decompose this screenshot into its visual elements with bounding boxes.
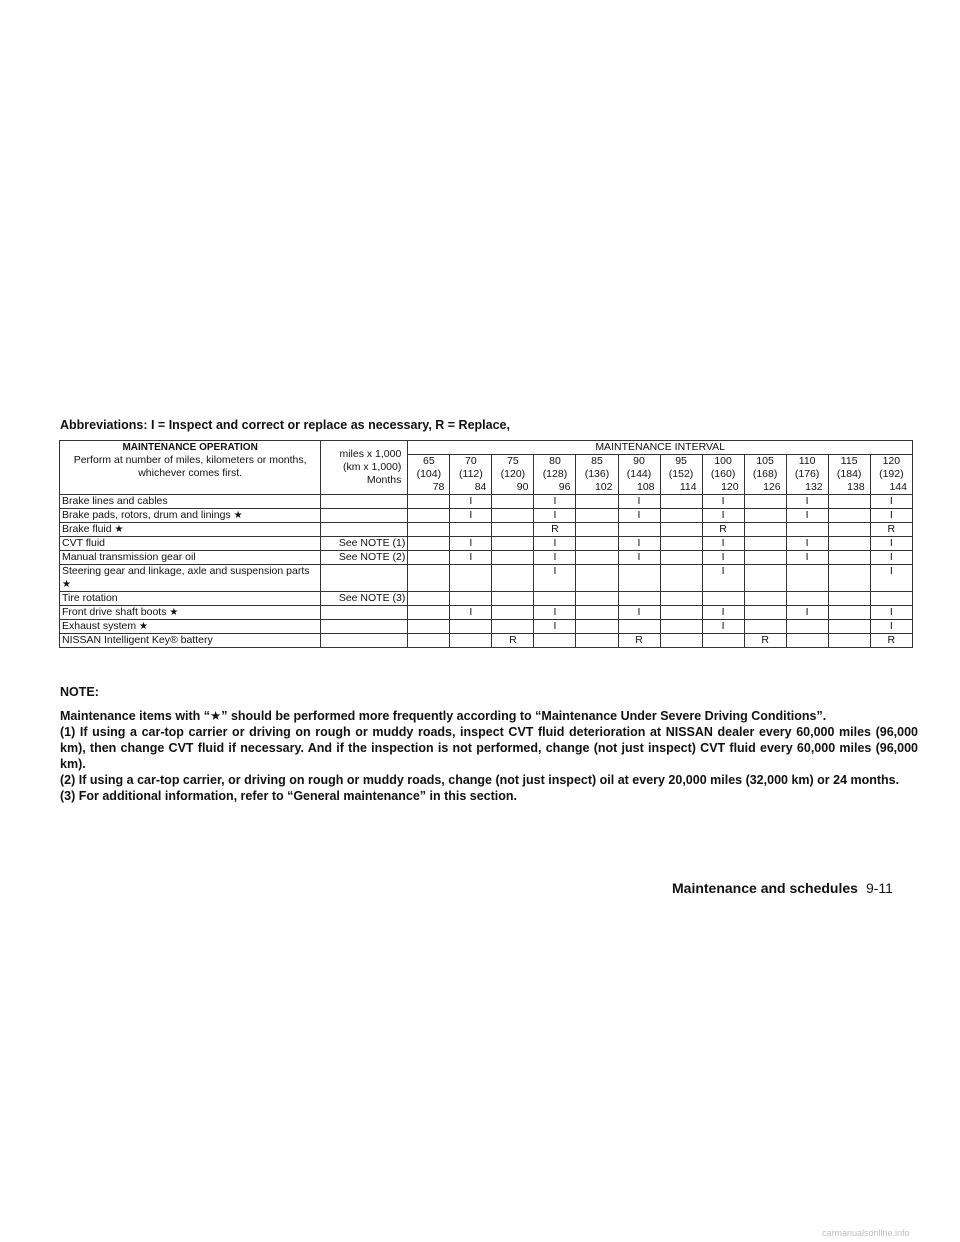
schedule-cell: I xyxy=(534,537,576,551)
schedule-cell: I xyxy=(450,606,492,620)
schedule-cell: I xyxy=(618,606,660,620)
schedule-cell xyxy=(744,565,786,592)
schedule-cell xyxy=(534,634,576,648)
schedule-cell xyxy=(492,495,534,509)
operation-name xyxy=(60,620,321,634)
schedule-cell: I xyxy=(870,537,912,551)
schedule-cell xyxy=(870,592,912,606)
operation-note xyxy=(321,620,408,634)
schedule-cell: R xyxy=(618,634,660,648)
schedule-cell: I xyxy=(786,606,828,620)
watermark: carmanualsonline.info xyxy=(822,1228,910,1238)
schedule-cell xyxy=(408,523,450,537)
operation-label: NISSAN Intelligent Key® battery xyxy=(62,634,213,646)
interval-miles: 75 xyxy=(507,455,519,467)
note-line: (2) If using a car-top carrier, or driving on rough or muddy roads, change (not just inspect) oil at every 20,000 miles (32,000 km) or 24 months. xyxy=(60,773,900,787)
page-footer xyxy=(672,880,893,896)
schedule-cell xyxy=(492,537,534,551)
interval-km: (152) xyxy=(668,468,694,480)
schedule-cell xyxy=(492,620,534,634)
schedule-cell xyxy=(408,634,450,648)
schedule-cell: I xyxy=(702,537,744,551)
schedule-cell: I xyxy=(618,495,660,509)
operation-note xyxy=(321,565,408,592)
operations-body xyxy=(60,495,913,648)
interval-km: (136) xyxy=(584,468,610,480)
interval-cell xyxy=(870,455,912,495)
schedule-cell: I xyxy=(870,509,912,523)
interval-cell xyxy=(618,455,660,495)
interval-months: 108 xyxy=(637,481,655,493)
schedule-cell: R xyxy=(702,523,744,537)
footer-section-title: Maintenance and schedules xyxy=(672,880,858,896)
star-icon: ★ xyxy=(62,579,71,590)
interval-miles: 85 xyxy=(591,455,603,467)
table-row xyxy=(60,523,913,537)
operation-name xyxy=(60,606,321,620)
schedule-cell: I xyxy=(534,509,576,523)
schedule-cell xyxy=(744,537,786,551)
interval-miles: 80 xyxy=(549,455,561,467)
operation-note: See NOTE (1) xyxy=(321,537,408,551)
operation-label: Brake fluid xyxy=(62,523,112,535)
schedule-cell xyxy=(576,523,618,537)
operation-label: Tire rotation xyxy=(62,592,118,604)
interval-miles: 110 xyxy=(798,455,816,467)
schedule-cell xyxy=(828,565,870,592)
schedule-cell: R xyxy=(534,523,576,537)
table-row xyxy=(60,551,913,565)
schedule-cell xyxy=(744,495,786,509)
table-row xyxy=(60,620,913,634)
schedule-cell xyxy=(492,606,534,620)
schedule-cell xyxy=(660,634,702,648)
schedule-cell xyxy=(660,495,702,509)
unit-miles: miles x 1,000 xyxy=(339,448,402,460)
schedule-cell xyxy=(744,523,786,537)
schedule-cell xyxy=(786,592,828,606)
interval-cell xyxy=(744,455,786,495)
schedule-cell xyxy=(660,565,702,592)
schedule-cell xyxy=(576,620,618,634)
operation-name xyxy=(60,495,321,509)
interval-miles: 90 xyxy=(633,455,645,467)
operation-label: Front drive shaft boots xyxy=(62,606,167,618)
schedule-cell: I xyxy=(450,509,492,523)
schedule-cell: I xyxy=(534,606,576,620)
operation-note xyxy=(321,495,408,509)
schedule-cell: I xyxy=(702,620,744,634)
schedule-cell xyxy=(786,523,828,537)
operation-label: Brake lines and cables xyxy=(62,495,168,507)
note-line: (3) For additional information, refer to “General maintenance” in this section. xyxy=(60,789,518,803)
interval-cell xyxy=(828,455,870,495)
operation-note xyxy=(321,509,408,523)
interval-miles: 120 xyxy=(882,455,901,467)
schedule-cell: I xyxy=(618,509,660,523)
schedule-cell xyxy=(576,551,618,565)
interval-miles: 105 xyxy=(756,455,774,467)
table-row xyxy=(60,537,913,551)
schedule-cell xyxy=(576,495,618,509)
schedule-cell: I xyxy=(786,551,828,565)
interval-miles: 115 xyxy=(840,455,858,467)
interval-km: (160) xyxy=(710,468,736,480)
interval-cell xyxy=(660,455,702,495)
schedule-cell xyxy=(450,620,492,634)
schedule-cell xyxy=(702,592,744,606)
schedule-cell xyxy=(828,620,870,634)
schedule-cell: I xyxy=(702,565,744,592)
schedule-cell xyxy=(660,551,702,565)
table-row xyxy=(60,592,913,606)
schedule-cell xyxy=(576,592,618,606)
note-line: Maintenance items with “★” should be performed more frequently according to “Maintenance Under Severe Driving Conditions”. xyxy=(60,709,827,723)
notes-heading: NOTE: xyxy=(60,685,99,699)
schedule-cell xyxy=(744,509,786,523)
operation-label: Brake pads, rotors, drum and linings xyxy=(62,509,231,521)
schedule-cell xyxy=(828,551,870,565)
schedule-cell: I xyxy=(618,537,660,551)
interval-miles: 100 xyxy=(714,455,732,467)
interval-months: 84 xyxy=(474,481,487,493)
schedule-cell: I xyxy=(702,495,744,509)
interval-cell xyxy=(492,455,534,495)
interval-header: MAINTENANCE INTERVAL xyxy=(408,441,913,455)
schedule-cell xyxy=(660,592,702,606)
interval-km: (192) xyxy=(879,468,904,480)
table-row xyxy=(60,495,913,509)
schedule-cell xyxy=(618,592,660,606)
schedule-cell xyxy=(618,565,660,592)
schedule-cell xyxy=(408,620,450,634)
unit-months: Months xyxy=(366,474,402,486)
schedule-cell: I xyxy=(702,551,744,565)
operation-name xyxy=(60,551,321,565)
schedule-cell xyxy=(576,634,618,648)
schedule-cell xyxy=(450,565,492,592)
schedule-cell: I xyxy=(534,620,576,634)
schedule-cell xyxy=(660,606,702,620)
note-line: (1) If using a car-top carrier or driving on rough or muddy roads, inspect CVT fluid deterioration at NISSAN dealer every 60,000 miles (96,000 km), then change CVT fluid if necessary. And if the inspection is not performed, change (not just inspect) CVT fluid every 60,000 miles (96,000 km). xyxy=(60,725,918,771)
interval-miles: 65 xyxy=(423,455,435,467)
schedule-cell xyxy=(576,509,618,523)
operation-header-title: MAINTENANCE OPERATION xyxy=(122,442,258,453)
schedule-cell xyxy=(828,606,870,620)
schedule-cell: I xyxy=(786,537,828,551)
schedule-cell: R xyxy=(744,634,786,648)
schedule-cell: I xyxy=(870,620,912,634)
schedule-cell xyxy=(534,592,576,606)
interval-cell xyxy=(408,455,450,495)
schedule-cell xyxy=(660,620,702,634)
schedule-cell xyxy=(828,537,870,551)
schedule-cell: I xyxy=(870,606,912,620)
star-icon: ★ xyxy=(169,607,179,618)
interval-cell xyxy=(702,455,744,495)
schedule-cell: I xyxy=(786,509,828,523)
interval-months: 78 xyxy=(432,481,445,493)
operation-name xyxy=(60,509,321,523)
schedule-cell xyxy=(828,592,870,606)
schedule-cell: I xyxy=(450,495,492,509)
schedule-cell xyxy=(828,634,870,648)
operation-note xyxy=(321,523,408,537)
schedule-cell: I xyxy=(534,551,576,565)
notes-section xyxy=(60,684,918,804)
interval-km: (104) xyxy=(416,468,442,480)
schedule-cell xyxy=(576,606,618,620)
interval-km: (112) xyxy=(459,468,483,480)
table-row xyxy=(60,606,913,620)
schedule-cell xyxy=(828,509,870,523)
operation-header-subtitle: Perform at number of miles, kilometers or months, whichever comes first. xyxy=(73,454,307,479)
interval-cell xyxy=(786,455,828,495)
interval-cell xyxy=(450,455,492,495)
interval-km: (168) xyxy=(752,468,778,480)
operation-name xyxy=(60,565,321,592)
schedule-cell xyxy=(576,565,618,592)
schedule-cell xyxy=(492,565,534,592)
operation-label: Manual transmission gear oil xyxy=(62,551,196,563)
operation-label: CVT fluid xyxy=(62,537,105,549)
schedule-cell xyxy=(744,606,786,620)
schedule-cell: R xyxy=(492,634,534,648)
schedule-cell xyxy=(408,606,450,620)
schedule-cell: I xyxy=(702,606,744,620)
schedule-cell xyxy=(744,620,786,634)
star-icon: ★ xyxy=(139,621,149,632)
schedule-cell: I xyxy=(450,537,492,551)
operation-name xyxy=(60,592,321,606)
table-row xyxy=(60,509,913,523)
interval-months: 96 xyxy=(558,481,571,493)
schedule-cell: I xyxy=(870,551,912,565)
schedule-cell xyxy=(660,537,702,551)
star-icon: ★ xyxy=(233,510,243,521)
operation-name xyxy=(60,537,321,551)
schedule-cell xyxy=(492,592,534,606)
unit-header xyxy=(321,441,408,495)
schedule-cell xyxy=(828,495,870,509)
table-row xyxy=(60,565,913,592)
operation-note xyxy=(321,634,408,648)
maintenance-schedule-table xyxy=(59,440,913,648)
schedule-cell xyxy=(660,509,702,523)
schedule-cell xyxy=(408,495,450,509)
schedule-cell xyxy=(786,620,828,634)
schedule-cell xyxy=(408,537,450,551)
schedule-cell xyxy=(618,620,660,634)
schedule-cell: I xyxy=(450,551,492,565)
schedule-cell: I xyxy=(870,495,912,509)
interval-months: 102 xyxy=(594,481,613,493)
interval-km: (120) xyxy=(500,468,526,480)
schedule-cell xyxy=(408,509,450,523)
schedule-cell xyxy=(450,634,492,648)
operation-name xyxy=(60,634,321,648)
schedule-cell: I xyxy=(534,495,576,509)
operation-note xyxy=(321,606,408,620)
table-row xyxy=(60,634,913,648)
interval-miles: 95 xyxy=(675,455,687,467)
schedule-cell: I xyxy=(618,551,660,565)
operation-label: Steering gear and linkage, axle and suspension parts xyxy=(62,565,310,577)
schedule-cell xyxy=(492,523,534,537)
schedule-cell xyxy=(408,565,450,592)
schedule-cell xyxy=(450,523,492,537)
schedule-cell xyxy=(786,634,828,648)
interval-months: 120 xyxy=(721,481,739,493)
interval-months: 138 xyxy=(847,481,865,493)
interval-months: 132 xyxy=(805,481,823,493)
interval-months: 114 xyxy=(679,481,697,493)
interval-km: (128) xyxy=(542,468,568,480)
abbreviations-legend: Abbreviations: I = Inspect and correct or replace as necessary, R = Replace, xyxy=(60,418,510,432)
schedule-cell xyxy=(576,537,618,551)
operation-name xyxy=(60,523,321,537)
schedule-cell xyxy=(702,634,744,648)
schedule-cell xyxy=(786,565,828,592)
schedule-cell xyxy=(492,509,534,523)
unit-km: (km x 1,000) xyxy=(342,461,402,473)
interval-km: (184) xyxy=(836,468,862,480)
operation-label: Exhaust system xyxy=(62,620,137,632)
operation-header xyxy=(60,441,321,495)
schedule-cell: I xyxy=(702,509,744,523)
star-icon: ★ xyxy=(114,524,124,535)
schedule-cell xyxy=(660,523,702,537)
schedule-cell xyxy=(408,592,450,606)
schedule-cell xyxy=(492,551,534,565)
schedule-cell: R xyxy=(870,523,912,537)
interval-km: (176) xyxy=(794,468,820,480)
interval-cell xyxy=(576,455,618,495)
operation-note: See NOTE (3) xyxy=(321,592,408,606)
schedule-cell: R xyxy=(870,634,912,648)
schedule-cell xyxy=(618,523,660,537)
schedule-cell xyxy=(828,523,870,537)
schedule-cell: I xyxy=(786,495,828,509)
schedule-cell: I xyxy=(870,565,912,592)
interval-months: 126 xyxy=(763,481,781,493)
schedule-cell xyxy=(744,551,786,565)
interval-months: 144 xyxy=(889,481,907,493)
footer-page-number: 9-11 xyxy=(865,880,893,896)
schedule-cell xyxy=(450,592,492,606)
interval-km: (144) xyxy=(626,468,652,480)
operation-note: See NOTE (2) xyxy=(321,551,408,565)
interval-cell xyxy=(534,455,576,495)
interval-miles: 70 xyxy=(465,455,477,467)
schedule-cell xyxy=(408,551,450,565)
schedule-cell: I xyxy=(534,565,576,592)
interval-months: 90 xyxy=(516,481,529,493)
schedule-cell xyxy=(744,592,786,606)
